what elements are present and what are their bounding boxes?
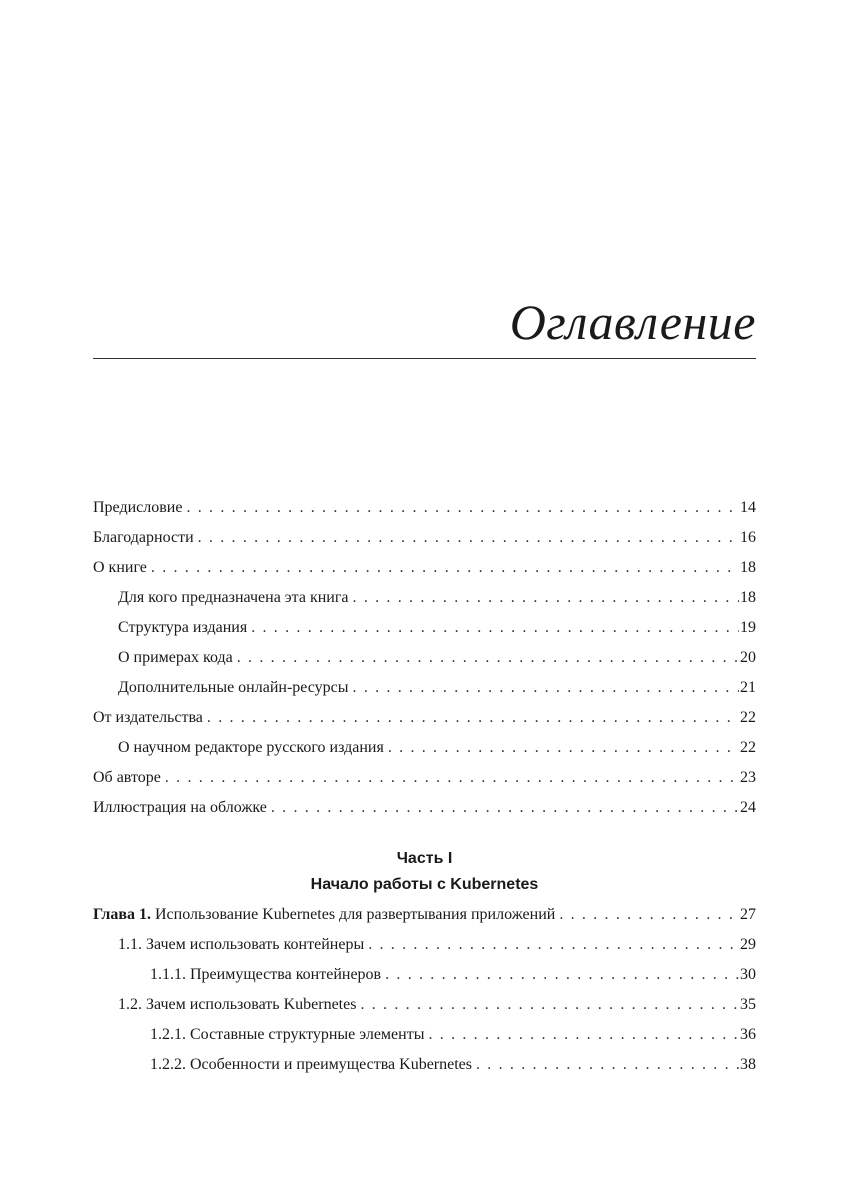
toc-entry-section-1-1[interactable]	[93, 934, 756, 956]
toc-page-number: 29	[740, 936, 756, 953]
toc-page-number: 35	[740, 996, 756, 1013]
toc-entry-label: О научном редакторе русского издания	[118, 739, 384, 756]
toc-page-number: 36	[740, 1026, 756, 1043]
dot-leader	[207, 707, 739, 729]
chapter-title: Использование Kubernetes для развертывания приложений	[155, 906, 556, 923]
toc-page-number: 38	[740, 1056, 756, 1073]
dot-leader	[198, 527, 739, 549]
toc-entry-about-author[interactable]	[93, 767, 756, 789]
toc-entry-label: 1.2. Зачем использовать Kubernetes	[118, 996, 357, 1013]
toc-entry-label: Структура издания	[118, 619, 248, 636]
toc-entry-section-1-2-1[interactable]	[93, 1024, 756, 1046]
toc-entry-label: Об авторе	[93, 769, 161, 786]
toc-page-number: 18	[740, 589, 756, 606]
toc-entry-label	[93, 904, 555, 926]
toc-entry-label: Для кого предназначена эта книга	[118, 589, 349, 606]
toc-entry-label: Предисловие	[93, 499, 183, 516]
toc-entry-cover-illustration[interactable]	[93, 797, 756, 819]
dot-leader	[368, 934, 739, 956]
dot-leader	[353, 677, 739, 699]
toc-entry-label: О книге	[93, 559, 147, 576]
dot-leader	[237, 647, 739, 669]
chapter-prefix: Глава 1.	[93, 906, 151, 923]
dot-leader	[476, 1054, 739, 1076]
dot-leader	[559, 904, 739, 926]
dot-leader	[353, 587, 739, 609]
page-title: Оглавление	[509, 294, 756, 350]
toc-entry-section-1-1-1[interactable]	[93, 964, 756, 986]
toc-page-number: 14	[740, 499, 756, 516]
toc-entry-label: 1.1.1. Преимущества контейнеров	[150, 966, 382, 983]
toc-entry-section-1-2[interactable]	[93, 994, 756, 1016]
toc-entry-label: 1.2.2. Особенности и преимущества Kubernetes	[150, 1056, 472, 1073]
toc-page-number: 18	[740, 559, 756, 576]
toc-entry-code-examples[interactable]	[93, 647, 756, 669]
toc-page-number: 22	[740, 709, 756, 726]
toc-page-number: 20	[740, 649, 756, 666]
dot-leader	[428, 1024, 739, 1046]
toc-entry-audience[interactable]	[93, 587, 756, 609]
toc-page-number: 24	[740, 799, 756, 816]
part-title-heading: Начало работы с Kubernetes	[310, 876, 539, 893]
toc-page-number: 22	[740, 739, 756, 756]
toc-entry-chapter-1[interactable]	[93, 904, 756, 926]
toc-entry-label: Дополнительные онлайн-ресурсы	[118, 679, 349, 696]
toc-entry-label: О примерах кода	[118, 649, 233, 666]
toc-entry-label: От издательства	[93, 709, 203, 726]
toc-entry-structure[interactable]	[93, 617, 756, 639]
dot-leader	[186, 497, 739, 519]
title-divider	[93, 358, 756, 359]
toc-entry-online-resources[interactable]	[93, 677, 756, 699]
dot-leader	[388, 737, 739, 759]
toc-entry-science-editor[interactable]	[93, 737, 756, 759]
dot-leader	[151, 557, 739, 579]
toc-entry-acknowledgements[interactable]	[93, 527, 756, 549]
toc-entry-label: Иллюстрация на обложке	[93, 799, 267, 816]
toc-entry-label: 1.1. Зачем использовать контейнеры	[118, 936, 365, 953]
toc-entry-section-1-2-2[interactable]	[93, 1054, 756, 1076]
toc-page-number: 23	[740, 769, 756, 786]
dot-leader	[251, 617, 739, 639]
toc-page-number: 19	[740, 619, 756, 636]
toc-page-number: 27	[740, 906, 756, 923]
dot-leader	[165, 767, 739, 789]
toc-entry-preface[interactable]	[93, 497, 756, 519]
toc-page-number: 30	[740, 966, 756, 983]
dot-leader	[385, 964, 739, 986]
toc-page-number: 16	[740, 529, 756, 546]
toc-entry-publisher[interactable]	[93, 707, 756, 729]
toc-page-number: 21	[740, 679, 756, 696]
dot-leader	[271, 797, 739, 819]
toc-entry-label: Благодарности	[93, 529, 194, 546]
toc-entry-label: 1.2.1. Составные структурные элементы	[150, 1026, 425, 1043]
part-number-heading: Часть I	[396, 850, 453, 867]
toc-entry-about-book[interactable]	[93, 557, 756, 579]
dot-leader	[360, 994, 739, 1016]
